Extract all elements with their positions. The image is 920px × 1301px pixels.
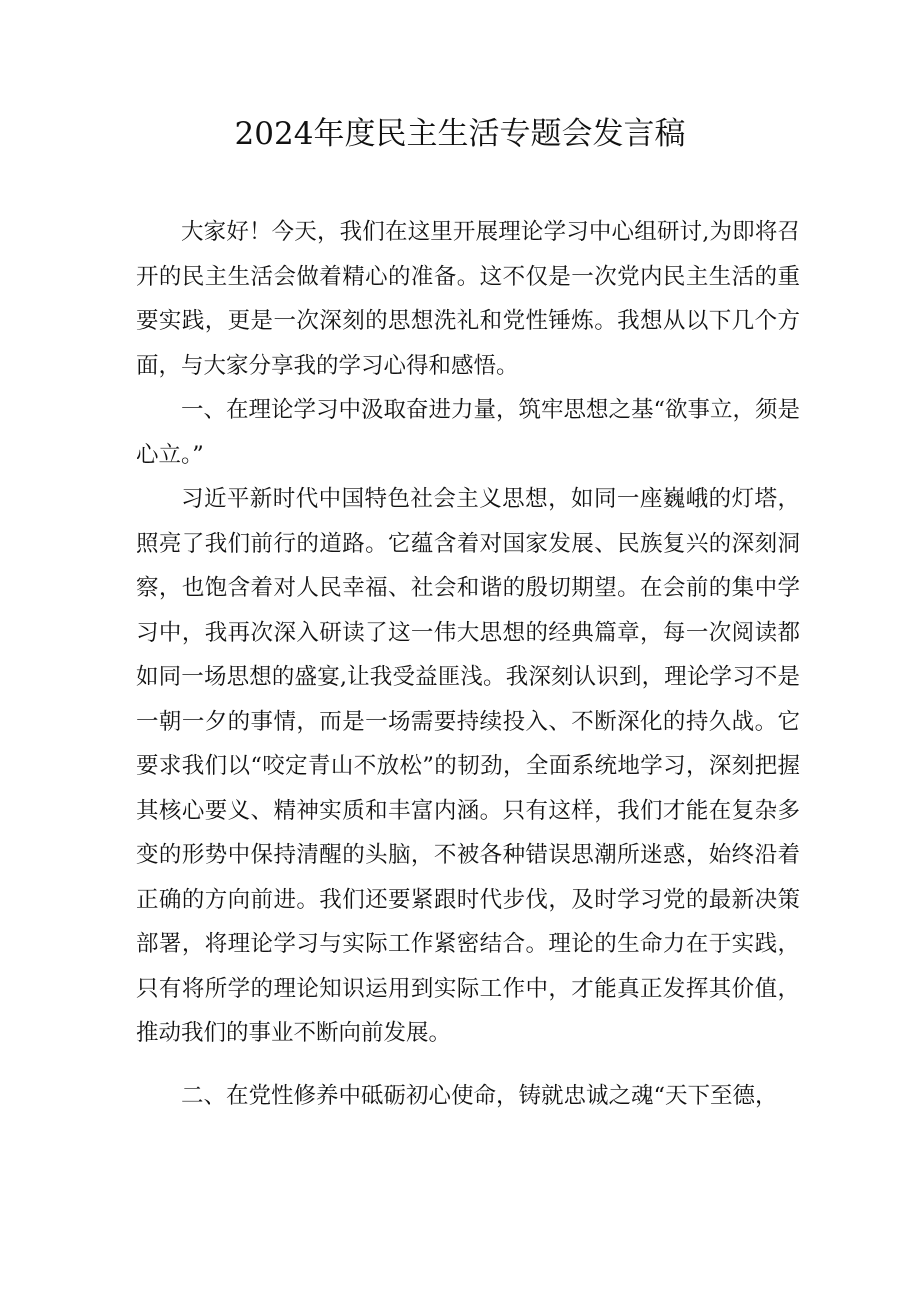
paragraph-greeting: 大家好！今天，我们在这里开展理论学习中心组研讨,为即将召开的民主生活会做着精心的准备。这不仅是一次党内民主生活的重要实践，更是一次深刻的思想洗礼和党性锤炼。我想从以下几个方面，与大家分享我的学习心得和感悟。 <box>136 219 800 379</box>
section-heading-one: 一、在理论学习中汲取奋进力量，筑牢思想之基“欲事立，须是心立。” <box>136 397 801 468</box>
section-heading-two: 二、在党性修养中砥砺初心使命，铸就忠诚之魂“天下至德， <box>181 1082 778 1109</box>
document-title: 2024年度民主生活专题会发言稿 <box>234 116 686 152</box>
document-body <box>136 210 800 1118</box>
paragraph-theory-study: 习近平新时代中国特色社会主义思想，如同一座巍峨的灯塔，照亮了我们前行的道路。它蕴含着对国家发展、民族复兴的深刻洞察，也饱含着对人民幸福、社会和谐的殷切期望。在会前的集中学习中，我再次深入研读了这一伟大思想的经典篇章，每一次阅读都如同一场思想的盛宴,让我受益匪浅。我深刻认识到，理论学习不是一朝一夕的事情，而是一场需要持续投入、不断深化的持久战。它要求我们以“咬定青山不放松”的韧劲，全面系统地学习，深刻把握其核心要义、精神实质和丰富内涵。只有这样，我们才能在复杂多变的形势中保持清醒的头脑，不被各种错误思潮所迷惑，始终沿着正确的方向前进。我们还要紧跟时代步伐，及时学习党的最新决策部署，将理论学习与实际工作紧密结合。理论的生命力在于实践，只有将所学的理论知识运用到实际工作中，才能真正发挥其价值，推动我们的事业不断向前发展。 <box>136 486 800 1046</box>
